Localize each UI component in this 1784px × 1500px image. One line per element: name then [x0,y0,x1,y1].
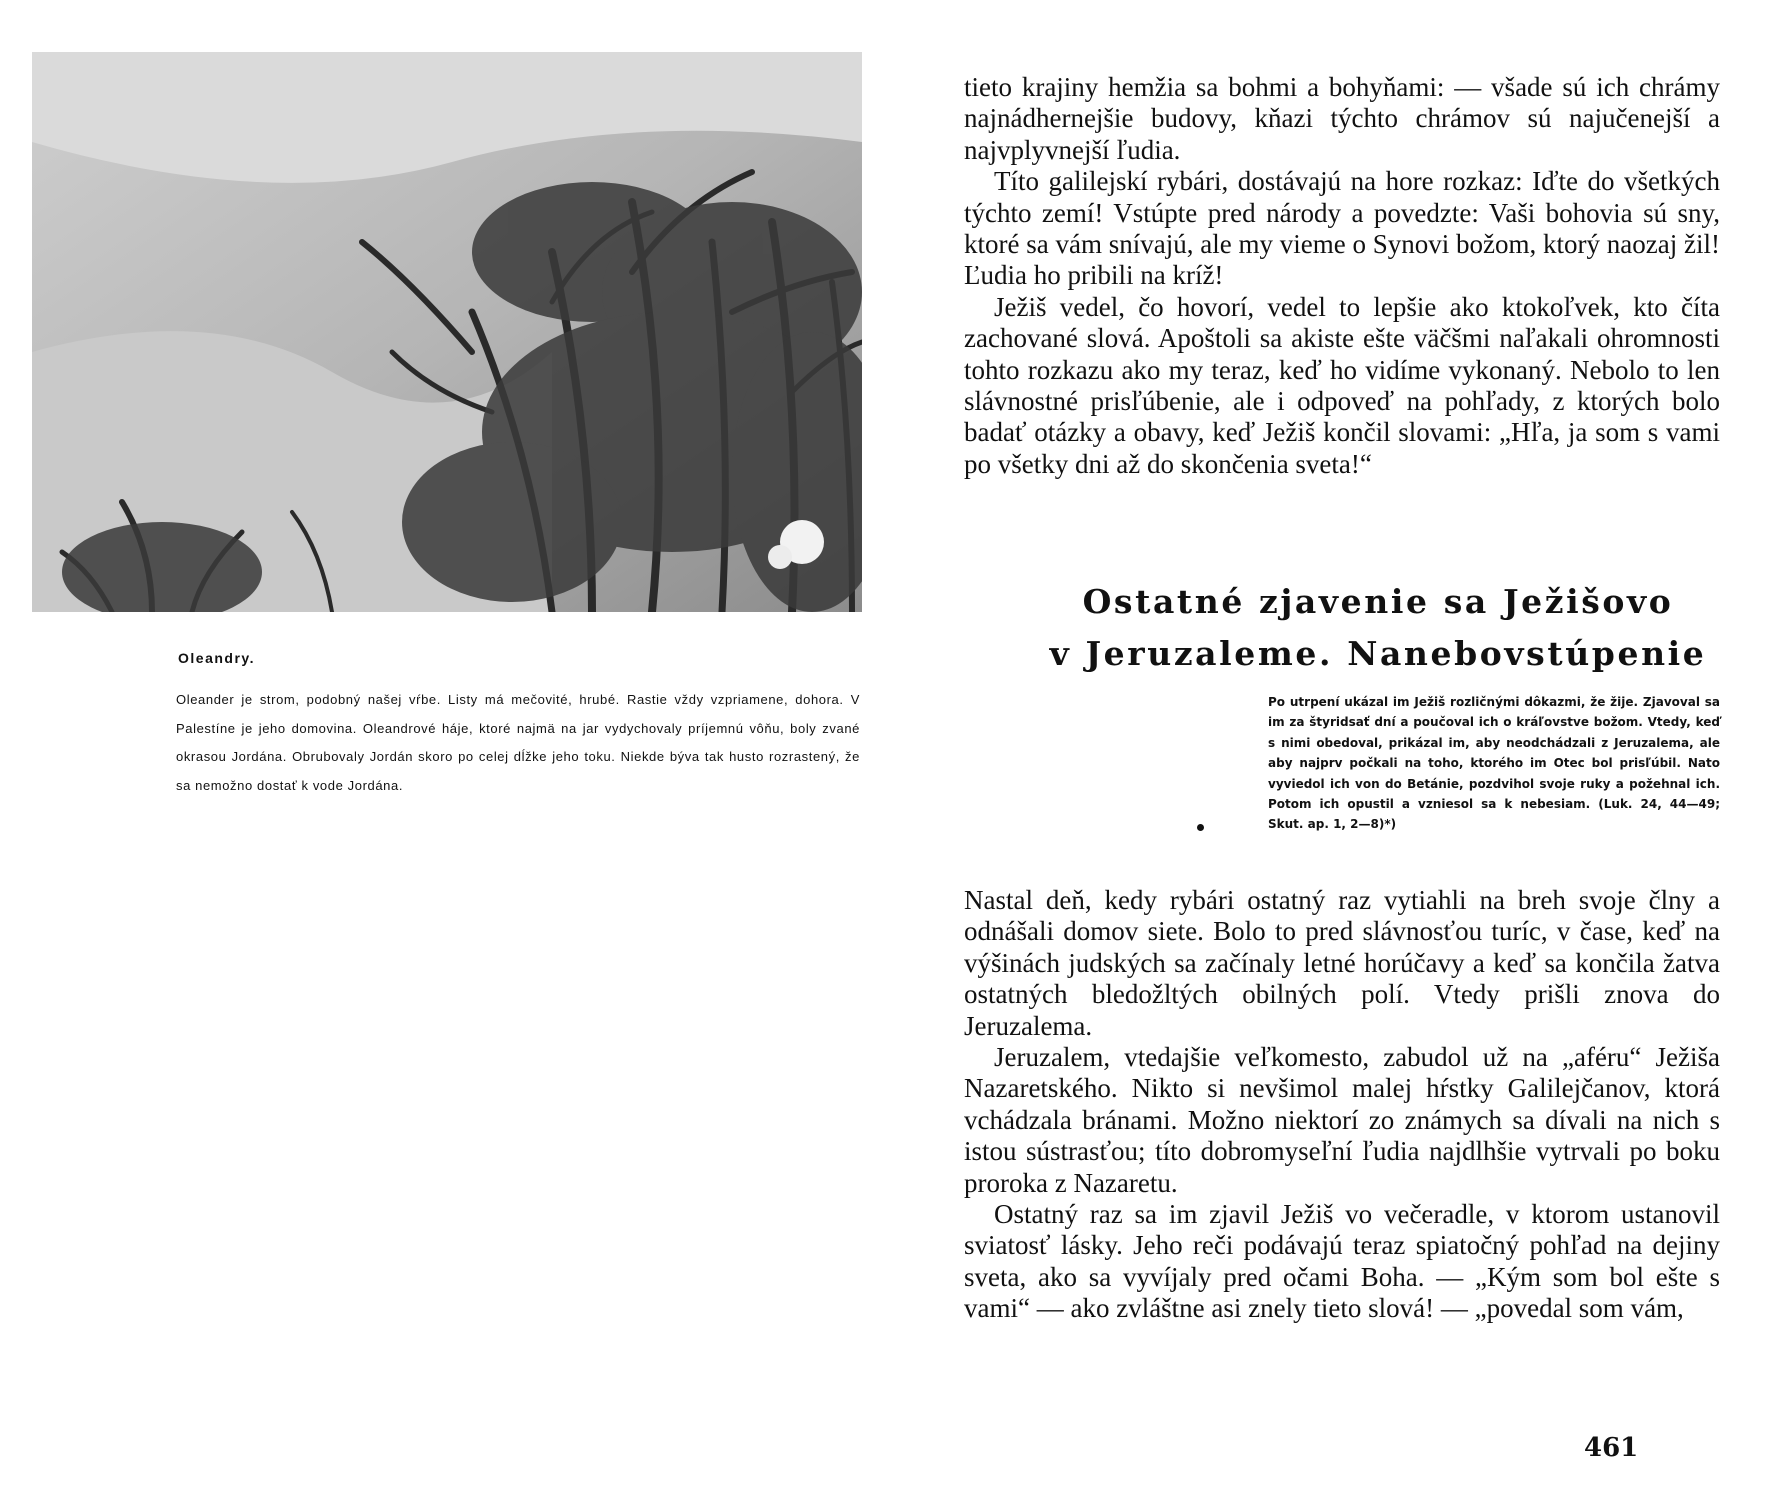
paragraph: Ostatný raz sa im zjavil Ježiš vo večeradle, v ktorom ustanovil sviatosť lásky. Jeho reči podávajú teraz spiatočný pohľad na dejiny sveta, ako sa vyvíjaly pred očami Boha. — „Kým som bol ešte s vami“ — ako zvláštne asi znely tieto slová! — „povedal som vám, [964,1199,1720,1324]
bullet-icon [1197,824,1204,831]
paragraph: Títo galilejskí rybári, dostávajú na hore rozkaz: Iďte do všetkých týchto zemí! Vstúpte pred národy a povedzte: Vaši bohovia sú sny, ktoré sa vám snívajú, ale my vieme o Synovi božom, ktorý naozaj žil! Ľudia ho pribili na kríž! [964,166,1720,291]
chapter-heading [1036,576,1720,680]
top-text-block [964,72,1720,480]
paragraph: Nastal deň, kedy rybári ostatný raz vytiahli na breh svoje člny a odnášali domov siete. Bolo to pred slávnosťou turíc, v čase, keď na výšinách judských sa začínaly letné horúčavy a keď sa končila žatva ostatných bledožltých obilných polí. Vtedy prišli znova do Jeruzalema. [964,885,1720,1041]
paragraph: tieto krajiny hemžia sa bohmi a bohyňami: — všade sú ich chrámy najnádhernejšie budovy, kňazi týchto chrámov sú najučenejší a najvplyvnejší ľudia. [964,72,1720,165]
chapter-heading-line: v Jeruzaleme. Nanebovstúpenie [1049,634,1707,673]
page-number: 461 [1584,1433,1639,1463]
caption-title: Oleandry. [178,650,256,666]
paragraph: Jeruzalem, vtedajšie veľkomesto, zabudol už na „aféru“ Ježiša Nazaretského. Nikto si nevšimol malej hŕstky Galilejčanov, ktorá vchádzala bránami. Možno niektorí zo známych sa dívali na nich s istou sústrasťou; títo dobromyseľní ľudia najdlhšie vytrvali po boku proroka z Nazaretu. [964,1042,1720,1198]
bottom-text-block [964,885,1720,1325]
oleander-photo [32,52,862,612]
chapter-summary: Po utrpení ukázal im Ježiš rozličnými dôkazmi, že žije. Zjavoval sa im za štyridsať dní a poučoval ich o kráľovstve božom. Vtedy, keď s nimi obedoval, prikázal im, aby neodchádzali z Jeruzalema, ale aby najprv počkali na toho, ktorého im Otec bol prisľúbil. Nato vyviedol ich von do Betánie, pozdvihol svoje ruky a požehnal ich. Potom ich opustil a vzniesol sa k nebesiam. (Luk. 24, 44—49; Skut. ap. 1, 2—8)*) [1268,695,1720,832]
caption-text: Oleander je strom, podobný našej vŕbe. Listy má mečovité, hrubé. Rastie vždy vzpriamene, dohora. V Palestíne je jeho domovina. Oleandrové háje, ktoré najmä na jar vydychovaly príjemnú vôňu, boly zvané okrasou Jordána. Obrubovaly Jordán skoro po celej dĺžke jeho toku. Niekde býva tak husto rozrastený, že sa nemožno dostať k vode Jordána. [176,692,860,793]
paragraph: Ježiš vedel, čo hovorí, vedel to lepšie ako ktokoľvek, kto číta zachované slová. Apoštoli sa akiste ešte väčšmi naľakali ohromnosti tohto rozkazu ako my teraz, keď ho vidíme vykonaný. Nebolo to len slávnostné prisľúbenie, ale i odpoveď na pohľady, z ktorých bolo badať otázky a obavy, keď Ježiš končil slovami: „Hľa, ja som s vami po všetky dni až do skončenia sveta!“ [964,291,1720,479]
chapter-heading-line: Ostatné zjavenie sa Ježišovo [1082,582,1674,621]
